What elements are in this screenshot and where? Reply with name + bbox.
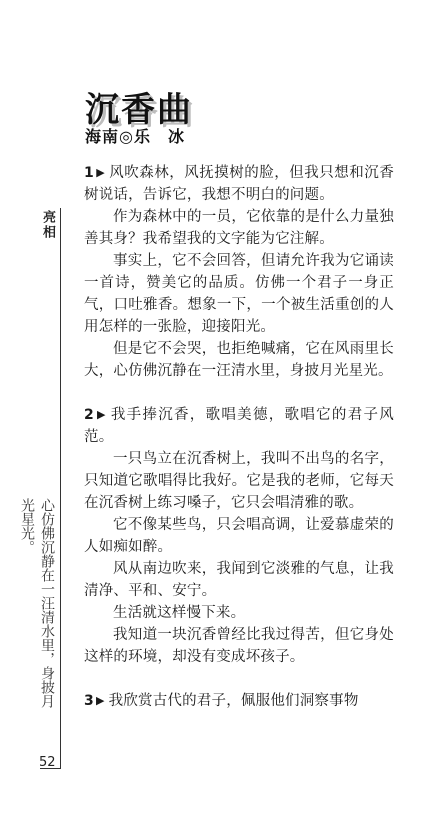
paragraph: 2 ▶ 我手捧沉香，歌唱美德，歌唱它的君子风范。 [84,407,394,445]
section-number: 1 [84,165,94,181]
play-arrow-icon: ▶ [95,408,107,421]
paragraph: 1 ▶ 风吹森林，风抚摸树的脸，但我只想和沉香树说话，告诉它，我想不明白的问题。 [84,165,394,203]
paragraph: 风从南边吹来，我闻到它淡雅的气息，让我清净、平和、安宁。 [84,561,394,599]
play-arrow-icon: ▶ [95,694,105,707]
page-number: 52 [39,755,56,770]
section-2 [84,404,394,668]
paragraph: 但是它不会哭，也拒绝喊痛，它在风雨里长大，心仿佛沉静在一汪清水里，身披月光星光。 [84,341,394,379]
article-title: 沉香曲 [85,90,193,130]
pull-quote: 心仿佛沉静在一汪清水里，身披月光星光。 [19,498,55,708]
section-number: 2 [84,407,94,423]
paragraph: 3 ▶ 我欣赏古代的君子，佩服他们洞察事物 [84,693,359,709]
section-3 [84,690,394,712]
section-1 [84,162,394,382]
paragraph: 它不像某些鸟，只会唱高调，让爱慕虚荣的人如痴如醉。 [84,517,394,555]
paragraph: 事实上，它不会回答，但请允许我为它诵读一首诗，赞美它的品质。仿佛一个君子一身正气，口吐雅香。想象一下，一个被生活重创的人用怎样的一张脸，迎接阳光。 [84,253,394,335]
paragraph: 生活就这样慢下来。 [113,605,246,621]
column-label: 亮相 [40,210,55,240]
margin-rule [60,208,61,768]
paragraph: 一只鸟立在沉香树上，我叫不出鸟的名字，只知道它歌唱得比我好。它是我的老师，它每天在沉香树上练习嗓子，它只会唱清雅的歌。 [84,451,394,511]
paragraph: 作为森林中的一员，它依靠的是什么力量独善其身？我希望我的文字能为它注解。 [84,209,394,247]
paragraph: 我知道一块沉香曾经比我过得苦，但它身处这样的环境，却没有变成坏孩子。 [84,627,394,665]
article-author: 海南◎乐 冰 [85,127,185,146]
article-body [84,162,394,734]
section-number: 3 [84,693,94,709]
play-arrow-icon: ▶ [95,166,106,179]
